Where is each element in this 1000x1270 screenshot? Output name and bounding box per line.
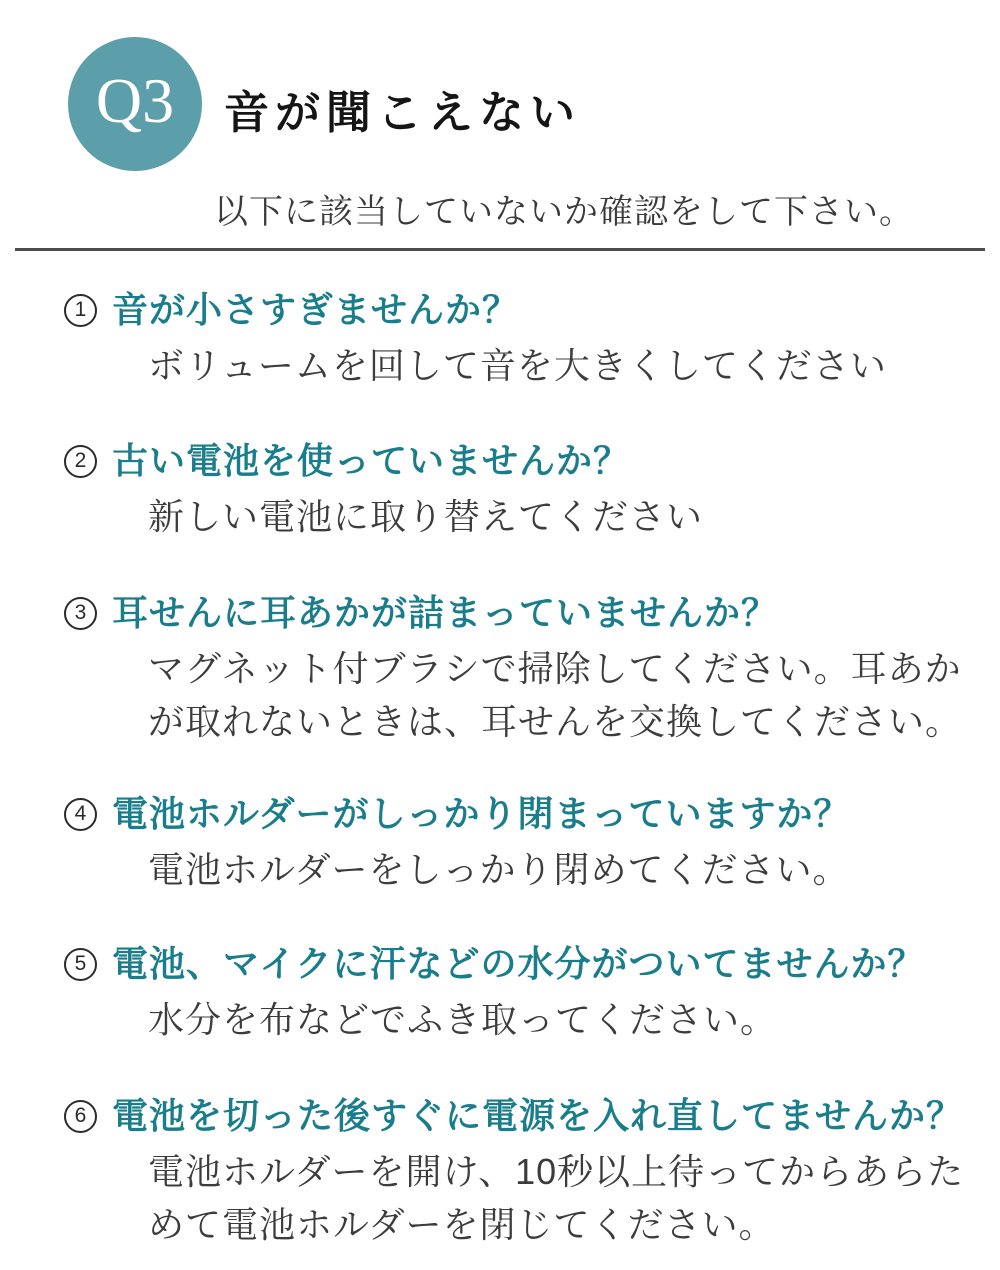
faq-answer-line: が取れないときは、耳せんを交換してください。	[148, 701, 963, 742]
question-badge	[68, 37, 202, 171]
circled-number: 4	[64, 798, 97, 831]
faq-item-heading-row	[64, 794, 984, 834]
faq-item	[64, 593, 984, 748]
faq-answer	[148, 993, 984, 1046]
faq-item-heading-row	[64, 290, 984, 330]
faq-answer-line: めて電池ホルダーを閉じてください。	[148, 1204, 776, 1245]
faq-answer-line: 新しい電池に取り替えてください	[148, 496, 704, 537]
faq-answer-line: 電池ホルダーをしっかり閉めてください。	[148, 849, 850, 890]
circled-number: 6	[64, 1100, 97, 1133]
divider	[15, 248, 985, 251]
faq-item-heading-row	[64, 593, 984, 633]
faq-question: 古い電池を使っていませんか？	[112, 440, 631, 481]
faq-answer-line: ボリュームを回して音を大きくしてください	[148, 345, 887, 386]
faq-answer-line: 電池ホルダーを開け、10秒以上待ってからあらた	[148, 1151, 965, 1192]
faq-item	[64, 1096, 984, 1251]
faq-answer-line: マグネット付ブラシで掃除してください。耳あか	[148, 648, 962, 689]
circled-number: 2	[64, 445, 97, 478]
faq-answer	[148, 490, 984, 543]
faq-item	[64, 794, 984, 896]
faq-item	[64, 944, 984, 1046]
page-subtitle: 以下に該当していないか確認をして下さい。	[214, 193, 914, 231]
faq-item	[64, 290, 984, 392]
faq-item-heading-row	[64, 1096, 984, 1136]
circled-number: 1	[64, 294, 97, 327]
faq-answer	[148, 843, 984, 896]
faq-answer	[148, 1145, 984, 1251]
faq-question: 耳せんに耳あかが詰まっていませんか？	[112, 592, 779, 633]
faq-question: 電池ホルダーがしっかり閉まっていますか？	[112, 793, 851, 834]
faq-answer	[148, 642, 984, 748]
faq-item-heading-row	[64, 944, 984, 984]
question-badge-label: Q3	[95, 65, 175, 136]
faq-question: 音が小さすぎませんか？	[112, 289, 520, 330]
circled-number: 3	[64, 597, 97, 630]
faq-question: 電池、マイクに汗などの水分がついてませんか？	[112, 943, 925, 984]
faq-item	[64, 441, 984, 543]
page-title: 音が聞こえない	[224, 87, 582, 138]
faq-question: 電池を切った後すぐに電源を入れ直してませんか？	[112, 1095, 964, 1136]
faq-answer-line: 水分を布などでふき取ってください。	[148, 999, 778, 1040]
circled-number: 5	[64, 948, 97, 981]
faq-answer	[148, 339, 984, 392]
faq-item-heading-row	[64, 441, 984, 481]
